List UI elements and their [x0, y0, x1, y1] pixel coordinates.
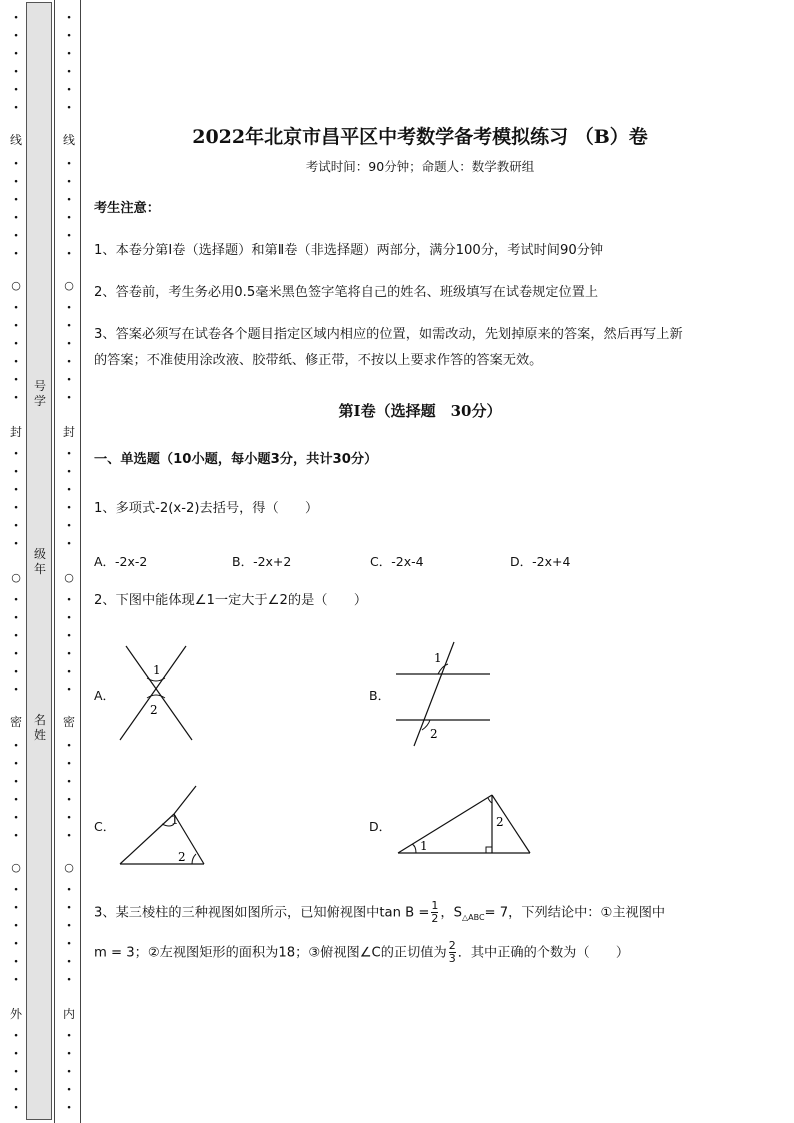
dot: [9, 1048, 23, 1061]
dot: [62, 448, 76, 461]
fraction-denominator: 3: [448, 952, 456, 965]
line: [120, 646, 186, 740]
dot: [9, 502, 23, 515]
dot: [62, 758, 76, 771]
dot: [62, 248, 76, 261]
dot: [9, 102, 23, 115]
dot: [9, 520, 23, 533]
q1-option-d: D．-2x+4: [510, 554, 571, 569]
fraction-numerator: 2: [448, 939, 456, 952]
dot: [62, 502, 76, 515]
dot: [9, 392, 23, 405]
dot: [9, 1084, 23, 1097]
dot: [62, 1084, 76, 1097]
dot: [62, 84, 76, 97]
dot: [9, 320, 23, 333]
dot: [62, 520, 76, 533]
dot: [9, 938, 23, 951]
margin-label-mi: 密: [9, 715, 22, 729]
margin-border-right: [80, 0, 81, 1123]
q1-option-c: C．-2x-4: [370, 554, 424, 569]
notice-item: 3、答案必须写在试卷各个题目指定区域内相应的位置，如需改动，先划掉原来的答案，然后再写上新: [94, 327, 683, 342]
dot: [62, 812, 76, 825]
field-student-number: 号 学: [33, 379, 46, 408]
fraction-numerator: 1: [431, 899, 439, 912]
dot: [62, 302, 76, 315]
dot: [9, 30, 23, 43]
q3-fraction: [449, 940, 456, 965]
outer-dotted-rail: [9, 0, 23, 1123]
q2-option-c-letter: C．: [94, 819, 116, 834]
dot: [9, 84, 23, 97]
dot: [62, 740, 76, 753]
right-angle-mark: [486, 847, 492, 853]
question-1-stem: 1、多项式-2(x-2)去括号，得（ ）: [94, 501, 319, 516]
part-one-title: 一、单选题（10小题，每小题3分，共计30分）: [94, 452, 378, 467]
dot: [62, 938, 76, 951]
dot: [9, 594, 23, 607]
dot: [9, 884, 23, 897]
dot: [62, 194, 76, 207]
q1-option-b: B．-2x+2: [232, 554, 292, 569]
dot: [9, 48, 23, 61]
fraction-denominator: 2: [431, 912, 439, 925]
dot: [9, 920, 23, 933]
angle-label-2: 2: [178, 850, 186, 864]
q2-figure-b: [394, 636, 494, 748]
q3-text: ，S: [440, 905, 462, 921]
margin-label-feng: 封: [9, 425, 22, 439]
line: [126, 646, 192, 740]
q3-fraction: [431, 900, 438, 925]
exam-title: 2022年北京市昌平区中考数学备考模拟练习 （B）卷: [192, 126, 648, 148]
dot: [9, 666, 23, 679]
dot: [62, 630, 76, 643]
margin-label-nei: 内: [62, 1007, 75, 1021]
margin-label-xian: 线: [9, 133, 22, 147]
dot: [9, 776, 23, 789]
question-3-line-2: [94, 940, 629, 967]
angle-arc: [488, 798, 492, 803]
dot: [62, 794, 76, 807]
section-title: 第I卷（选择题 30分）: [338, 402, 502, 420]
dot: [9, 902, 23, 915]
q3-subscript: △ABC: [461, 913, 485, 923]
dot: [9, 158, 23, 171]
dot: [62, 30, 76, 43]
dot: [62, 12, 76, 25]
dot: [9, 740, 23, 753]
dot: [9, 684, 23, 697]
angle-label-1: 1: [153, 663, 161, 677]
margin-label-wai: 外: [9, 1007, 22, 1021]
circle-mark: ○: [64, 279, 74, 292]
dot: [62, 484, 76, 497]
dot: [62, 212, 76, 225]
q2-figure-c: [116, 784, 212, 870]
dot: [9, 302, 23, 315]
notice-item: 2、答卷前，考生务必用0.5毫米黑色签字笔将自己的姓名、班级填写在试卷规定位置上: [94, 285, 599, 300]
dot: [62, 1066, 76, 1079]
dot: [62, 1030, 76, 1043]
q2-figure-a: [112, 640, 202, 744]
dot: [9, 448, 23, 461]
line: [174, 786, 196, 814]
angle-label-2: 2: [496, 815, 504, 829]
dot: [9, 466, 23, 479]
notice-heading: 考生注意：: [94, 201, 160, 216]
dot: [62, 158, 76, 171]
dot: [62, 776, 76, 789]
q1-option-a: A．-2x-2: [94, 554, 148, 569]
dot: [9, 830, 23, 843]
dot: [9, 1102, 23, 1115]
dot: [9, 338, 23, 351]
angle-label-2: 2: [430, 727, 438, 741]
dot: [9, 630, 23, 643]
circle-mark: ○: [11, 571, 21, 584]
angle-label-1: 1: [434, 651, 442, 665]
circle-mark: ○: [11, 279, 21, 292]
angle-label-2: 2: [150, 703, 158, 717]
dot: [9, 176, 23, 189]
dot: [62, 1102, 76, 1115]
dot: [9, 12, 23, 25]
question-3-line-1: [94, 900, 665, 931]
dot: [62, 102, 76, 115]
margin-label-feng: 封: [62, 425, 75, 439]
field-grade: 级 年: [33, 547, 46, 576]
dot: [9, 794, 23, 807]
dot: [62, 48, 76, 61]
dot: [9, 212, 23, 225]
margin-border-left: [54, 0, 55, 1123]
q2-option-a-letter: A．: [94, 688, 116, 703]
margin-label-xian: 线: [62, 133, 75, 147]
student-info-strip: [26, 2, 52, 1120]
question-2-stem: 2、下图中能体现∠1一定大于∠2的是（ ）: [94, 593, 368, 608]
dot: [62, 538, 76, 551]
dot: [62, 356, 76, 369]
notice-item: 1、本卷分第I卷（选择题）和第Ⅱ卷（非选择题）两部分，满分100分，考试时间90分钟: [94, 243, 604, 258]
dot: [9, 1030, 23, 1043]
field-name: 名 姓: [33, 713, 46, 742]
q2-option-b-letter: B．: [369, 688, 391, 703]
dot: [62, 902, 76, 915]
dot: [62, 1048, 76, 1061]
dot: [9, 230, 23, 243]
dot: [62, 884, 76, 897]
dot: [9, 374, 23, 387]
dot: [9, 484, 23, 497]
dot: [9, 538, 23, 551]
dot: [62, 830, 76, 843]
dot: [62, 66, 76, 79]
dot: [62, 392, 76, 405]
angle-arc: [192, 854, 196, 864]
dot: [62, 974, 76, 987]
dot: [9, 66, 23, 79]
dot: [62, 920, 76, 933]
dot: [9, 758, 23, 771]
q3-text: = 7，下列结论中：①主视图中: [484, 905, 666, 921]
dot: [9, 612, 23, 625]
dot: [62, 666, 76, 679]
dot: [9, 974, 23, 987]
inner-dotted-rail: [62, 0, 76, 1123]
dot: [62, 374, 76, 387]
q3-text: ．其中正确的个数为（ ）: [457, 945, 630, 961]
dot: [9, 648, 23, 661]
circle-mark: ○: [11, 861, 21, 874]
dot: [62, 684, 76, 697]
line: [120, 814, 174, 864]
dot: [62, 466, 76, 479]
angle-arc: [412, 844, 416, 853]
angle-label-1: 1: [171, 813, 179, 827]
dot: [62, 594, 76, 607]
q2-figure-d: [394, 790, 534, 858]
circle-mark: ○: [64, 571, 74, 584]
circle-mark: ○: [64, 861, 74, 874]
angle-label-1: 1: [420, 839, 428, 853]
dot: [62, 338, 76, 351]
q2-option-d-letter: D．: [369, 819, 392, 834]
dot: [9, 248, 23, 261]
dot: [9, 956, 23, 969]
dot: [62, 612, 76, 625]
dot: [62, 648, 76, 661]
dot: [62, 320, 76, 333]
dot: [9, 356, 23, 369]
notice-item: 的答案；不准使用涂改液、胶带纸、修正带，不按以上要求作答的答案无效。: [94, 353, 543, 368]
margin-label-mi: 密: [62, 715, 75, 729]
dot: [62, 956, 76, 969]
q3-text: 3、某三棱柱的三种视图如图所示，已知俯视图中tan B =: [94, 905, 430, 921]
dot: [9, 812, 23, 825]
exam-subtitle: 考试时间：90分钟；命题人：数学教研组: [305, 159, 535, 174]
dot: [9, 1066, 23, 1079]
q3-text: m = 3；②左视图矩形的面积为18；③俯视图∠C的正切值为: [94, 945, 447, 961]
dot: [62, 230, 76, 243]
dot: [62, 176, 76, 189]
dot: [9, 194, 23, 207]
